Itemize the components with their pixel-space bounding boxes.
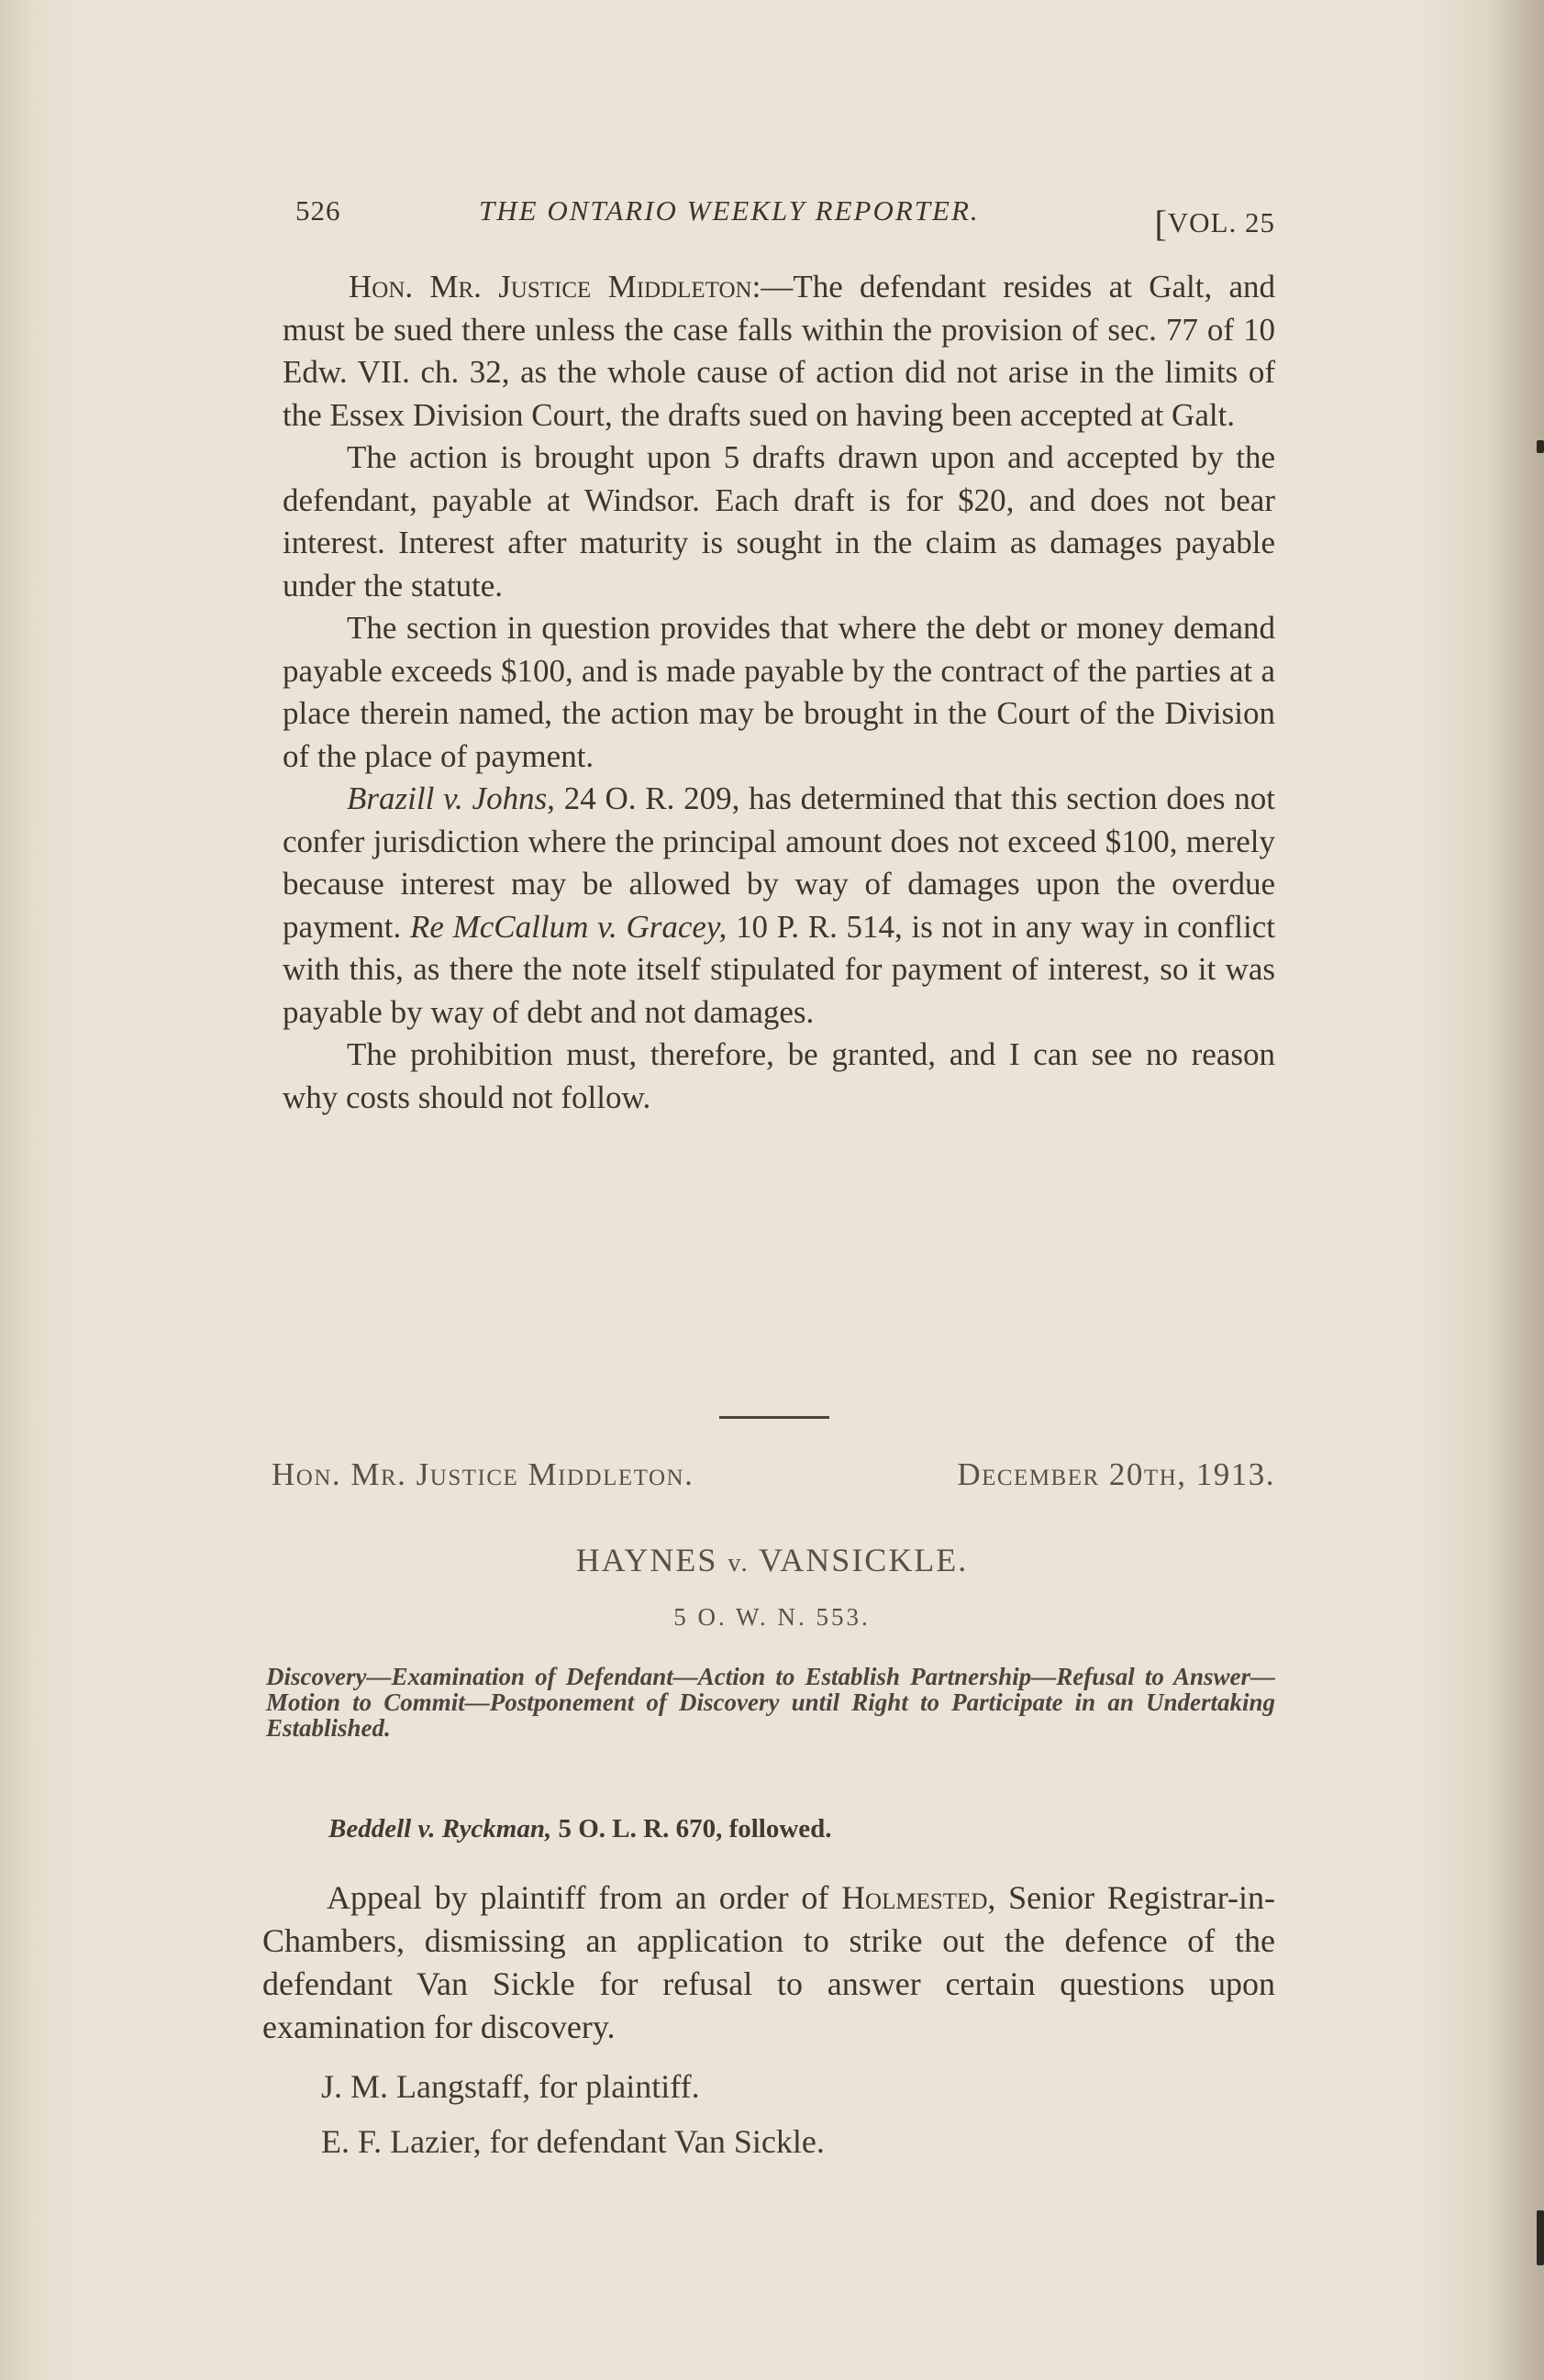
counsel-plaintiff: J. M. Langstaff, for plaintiff. <box>321 2068 700 2105</box>
followed-case: Beddell v. Ryckman, <box>328 1814 552 1843</box>
case-title <box>0 1541 1544 1579</box>
appeal-section <box>262 1876 1275 2049</box>
volume-label: [VOL. 25 <box>1154 203 1275 244</box>
counsel-defendant: E. F. Lazier, for defendant Van Sickle. <box>321 2123 825 2160</box>
case-citation-reference: 5 O. W. N. 553. <box>673 1603 871 1631</box>
case-defendant: VANSICKLE. <box>758 1542 969 1578</box>
judge-name: Hon. Mr. Justice Middleton <box>349 269 752 304</box>
case-plaintiff: HAYNES <box>575 1542 718 1578</box>
judgment-paragraph-5: The prohibition must, therefore, be granted, and I can see no reason why costs should not follow. <box>283 1036 1275 1115</box>
running-title: THE ONTARIO WEEKLY REPORTER. <box>479 194 980 227</box>
judgment-paragraph-2: The action is brought upon 5 drafts drawn upon and accepted by the defendant, payable at Windsor. Each draft is for $20, and does not bear interest. Interest after maturity is sought in the claim as damages payable under the statute. <box>283 439 1275 603</box>
page-edge-mark <box>1537 2210 1544 2265</box>
page-edge-mark <box>1537 440 1544 453</box>
section-divider <box>719 1416 829 1419</box>
followed-case-line <box>328 1814 1246 1844</box>
headnote: Discovery—Examination of Defendant—Action to Establish Partnership—Refusal to Answer—Motion to Commit—Postponement of Discovery until Right to Participate in an Undertaking Established. <box>266 1663 1275 1742</box>
appeal-officer: Holmested <box>841 1879 988 1916</box>
appeal-intro: Appeal by plaintiff from an order of <box>327 1879 842 1916</box>
case-versus: v. <box>728 1549 750 1577</box>
judgment-paragraph-1 <box>283 266 1275 437</box>
page-number: 526 <box>295 194 341 227</box>
followed-text: 5 O. L. R. 670, followed. <box>551 1814 832 1843</box>
appeal-rest: , Senior Registrar-in-Chambers, dismissing an application to strike out the defence of the defendant Van Sickle for refusal to answer certain questions upon examination for discovery. <box>262 1879 1275 2045</box>
case-date: December 20th, 1913. <box>957 1456 1275 1492</box>
paragraph-text: 24 O. R. 209, has determined that this section does not confer jurisdiction where the principal amount does not exceed $100, merely because interest may be allowed by way of damages upon the overdue payment. <box>283 780 1275 945</box>
paragraph-text: 10 P. R. 514, is not in any way in conflict with this, as there the note itself stipulated for payment of interest, so it was payable by way of debt and not damages. <box>283 908 1275 1030</box>
case-citation: Re McCallum v. Gracey, <box>409 908 728 945</box>
case-judge: Hon. Mr. Justice Middleton. <box>272 1456 694 1492</box>
judgment-paragraph-4 <box>283 778 1275 1034</box>
paragraph-text: :—The defendant resides at Galt, and must be sued there unless the case falls within the provision of sec. 77 of 10 Edw. VII. ch. 32, as the whole cause of action did not arise in the limits of the Essex Division Court, the drafts sued on having been accepted at Galt. <box>283 269 1275 433</box>
judgment-body <box>283 266 1275 1119</box>
case-citation: Brazill v. Johns, <box>347 780 555 816</box>
volume-text: VOL. 25 <box>1167 206 1275 238</box>
judgment-paragraph-3: The section in question provides that where the debt or money demand payable exceeds $100, and is made payable by the contract of the parties at a place therein named, the action may be brought in the Court of the Division of the place of payment. <box>283 610 1275 774</box>
appeal-paragraph <box>262 1876 1275 2049</box>
running-header <box>295 191 1275 246</box>
